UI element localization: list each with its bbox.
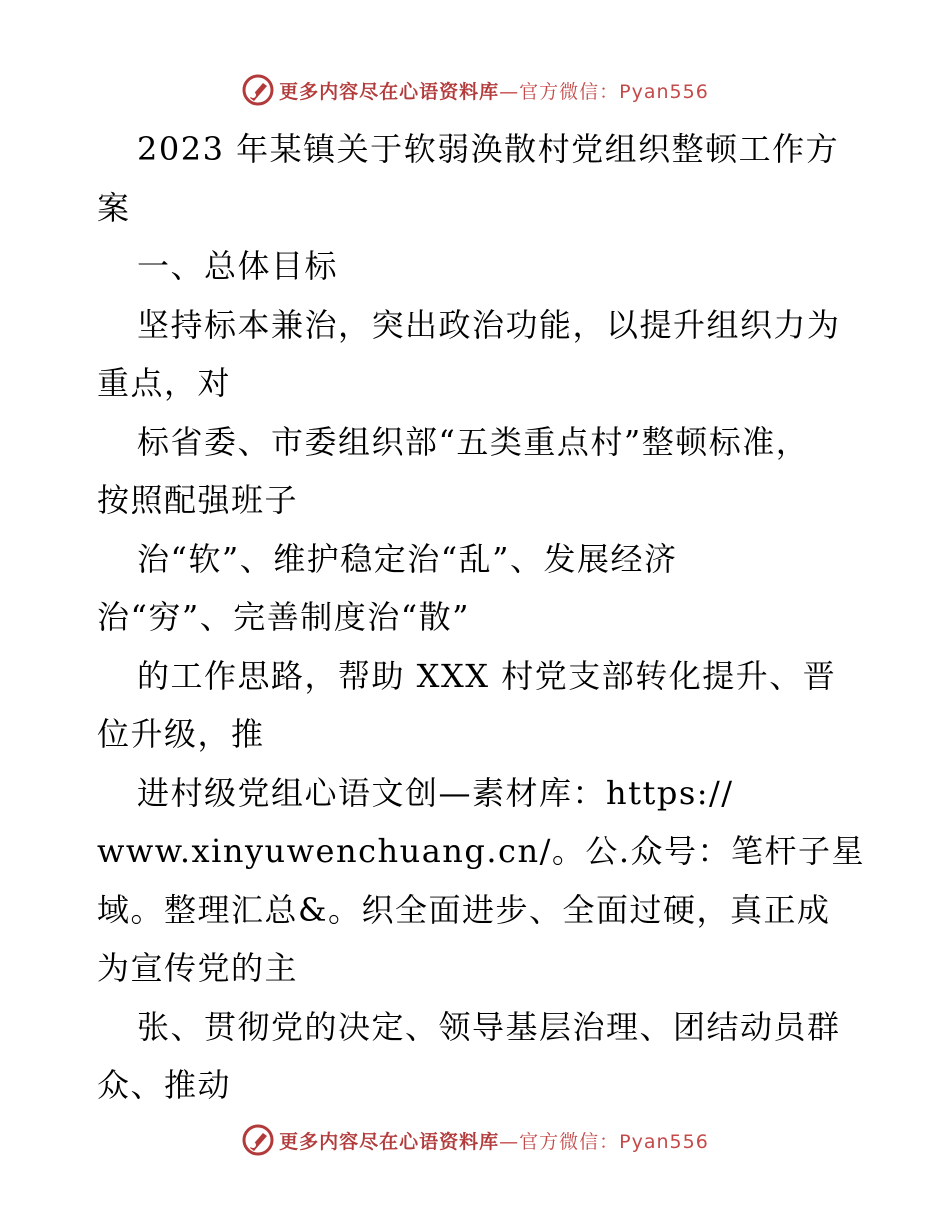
paragraph-line: www.xinyuwenchuang.cn/。公.众号：笔杆子星	[97, 832, 866, 870]
paragraph-line: 进村级党组心语文创—素材库：https://	[137, 773, 734, 812]
section-heading: 一、总体目标	[137, 247, 339, 285]
pen-logo-icon	[241, 73, 275, 107]
paragraph-line: 的工作思路，帮助 XXX 村党支部转化提升、晋	[137, 656, 837, 695]
header-watermark-banner	[0, 70, 950, 110]
paragraph-line: 按照配强班子	[97, 481, 299, 519]
paragraph-line: 治“软”、维护稳定治“乱”、发展经济	[137, 539, 678, 578]
paragraph-line: 众、推动	[97, 1066, 232, 1104]
paragraph-line: 位升级，推	[97, 715, 265, 753]
doc-title-line-1: 2023 年某镇关于软弱涣散村党组织整顿工作方	[137, 130, 840, 168]
banner-main: 更多内容尽在心语资料库	[279, 80, 500, 103]
paragraph-line: 为宣传党的主	[97, 949, 299, 987]
banner-text	[279, 77, 709, 104]
banner-suffix: 官方微信：Pyan556	[519, 80, 709, 103]
pen-logo-icon	[241, 1123, 275, 1157]
banner-separator: —	[499, 1130, 520, 1153]
document-body	[97, 120, 866, 1115]
banner-text	[279, 1127, 709, 1154]
paragraph-line: 标省委、市委组织部“五类重点村”整顿标准，	[137, 422, 810, 461]
paragraph-line: 治“穷”、完善制度治“散”	[97, 598, 470, 636]
paragraph-line: 重点，对	[97, 364, 232, 402]
paragraph-line: 张、贯彻党的决定、领导基层治理、团结动员群	[137, 1007, 841, 1046]
doc-title-line-2: 案	[97, 188, 131, 227]
paragraph-line: 域。整理汇总&。织全面进步、全面过硬，真正成	[97, 890, 831, 929]
banner-separator: —	[499, 80, 520, 103]
banner-main: 更多内容尽在心语资料库	[279, 1130, 500, 1153]
banner-suffix: 官方微信：Pyan556	[519, 1130, 709, 1153]
footer-watermark-banner	[0, 1120, 950, 1160]
paragraph-line: 坚持标本兼治，突出政治功能，以提升组织力为	[137, 305, 841, 344]
